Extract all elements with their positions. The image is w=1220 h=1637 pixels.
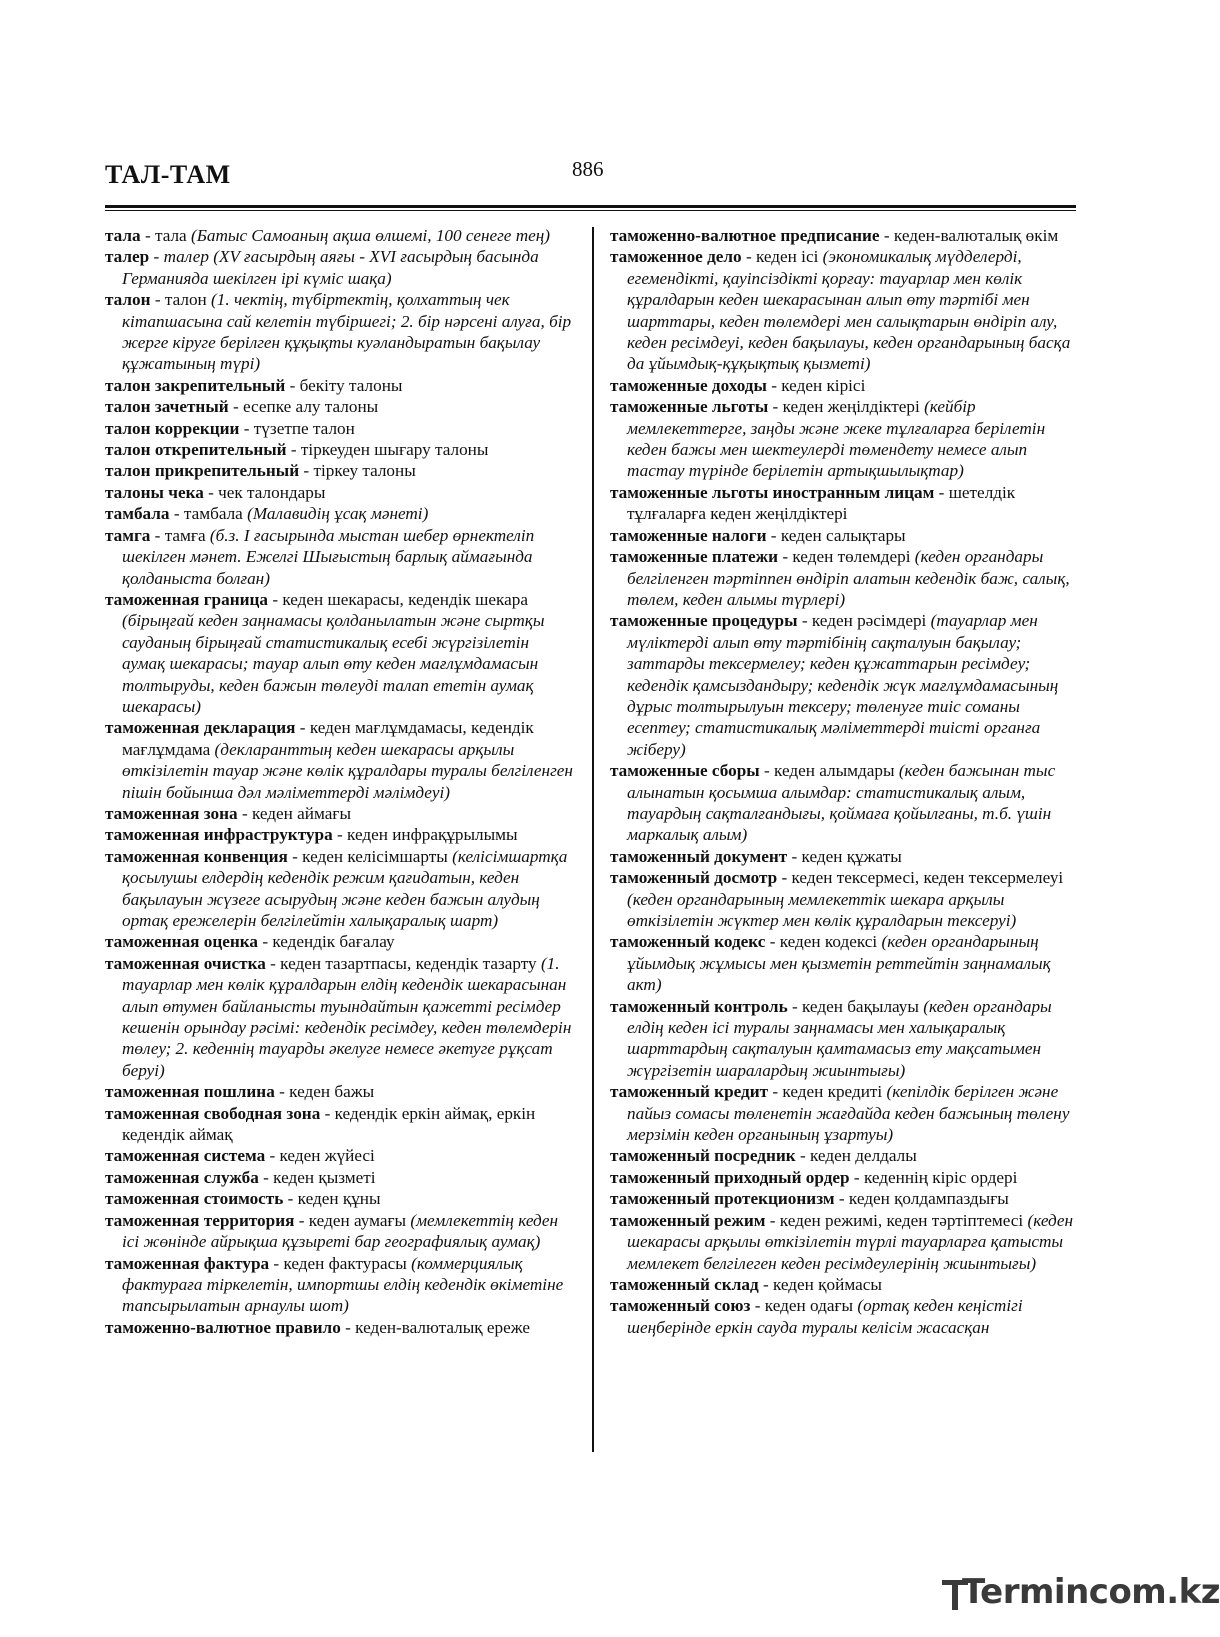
- dictionary-entry: [610, 1274, 1080, 1295]
- entry-definition: (бірыңғай кеден заңнамасы қолданылатын және сыртқы сауданың бірыңғай статистикалық есебі жүргізілетін аумақ шекарасы; тауар алып өту кеден мағлұмдамасын толтыруды, кеден бажын төлеуді талап ететін аумақ шекарасы): [122, 611, 545, 716]
- entry-definition: (1. чектің, түбіртектің, қолхаттың чек кітапшасына сай келетін түбіршегі; 2. бір нәрсені алуға, бір жерге кіруге берілген құқықты куәландыратын бақылау құжатының түрі): [122, 290, 572, 374]
- entry-term: таможенный кодекс: [610, 932, 766, 952]
- entry-term: таможенный режим: [610, 1210, 766, 1230]
- entry-term: таможенный контроль: [610, 996, 788, 1016]
- entry-translation: кеден аумағы: [308, 1210, 411, 1230]
- entry-separator: -: [766, 525, 781, 545]
- entry-separator: -: [778, 547, 793, 567]
- entry-term: талоны чека: [105, 482, 204, 502]
- entry-separator: -: [797, 611, 812, 631]
- entry-separator: -: [787, 996, 802, 1016]
- entry-translation: кеден бажы: [289, 1082, 375, 1102]
- entry-definition: (Батыс Самоаның ақша өлшемі, 100 сенеге тең): [190, 226, 551, 245]
- entry-translation: кеден шекарасы, кедендік шекара: [282, 589, 528, 609]
- dictionary-entry: [610, 867, 1080, 931]
- dictionary-entry: [105, 503, 575, 524]
- entry-definition: (кеден бажынан тыс алынатын қосымша алымдар: статистикалық алым, тауардың сақталғандығы, қоймаға қойылғаны, т.б. үшін маркалық алым): [627, 761, 1056, 845]
- entry-translation: кедендік бағалау: [272, 932, 395, 952]
- entry-separator: -: [768, 1082, 783, 1102]
- entry-term: талон зачетный: [105, 397, 229, 417]
- entry-translation: бекіту талоны: [299, 375, 403, 395]
- entry-separator: -: [765, 1210, 780, 1230]
- entry-term: таможенный союз: [610, 1296, 751, 1316]
- entry-term: таможенный склад: [610, 1274, 759, 1294]
- entry-separator: -: [340, 1317, 356, 1337]
- entry-term: талон: [105, 290, 151, 310]
- dictionary-entry: [105, 1210, 575, 1253]
- entry-separator: -: [934, 482, 949, 502]
- entry-translation: тіркеу талоны: [313, 461, 416, 481]
- entry-translation: кеден рәсімдері: [811, 611, 931, 631]
- entry-term: таможенные платежи: [610, 547, 779, 567]
- entry-definition: (б.з. I ғасырында мыстан шебер өрнектеліп шекілген мәнет. Ежелгі Шығыстың барлық аймағында қолданыста болған): [122, 525, 535, 588]
- entry-translation: кеден аймағы: [251, 803, 351, 823]
- entry-term: таможенный досмотр: [610, 868, 778, 888]
- page-number: 886: [572, 157, 604, 181]
- dictionary-entry: [610, 931, 1080, 995]
- header-rule-thick: [105, 205, 1076, 208]
- entry-term: талер: [105, 247, 150, 267]
- entry-term: таможенный протекционизм: [610, 1189, 835, 1209]
- entry-term: таможенно-валютное правило: [105, 1317, 341, 1337]
- dictionary-entry: [105, 931, 575, 952]
- entry-separator: -: [149, 247, 164, 267]
- entry-term: таможенная очистка: [105, 953, 266, 973]
- entry-translation: талон: [164, 290, 212, 310]
- entry-separator: -: [169, 504, 184, 524]
- dictionary-entry: [105, 1167, 575, 1188]
- dictionary-entry: [105, 1081, 575, 1102]
- entry-term: таможенная стоимость: [105, 1189, 284, 1209]
- column-divider: [592, 227, 594, 1452]
- entry-translation: кеден келісімшарты: [302, 846, 453, 866]
- entry-term: тала: [105, 226, 141, 245]
- dictionary-entry: [105, 439, 575, 460]
- dictionary-entry: [610, 846, 1080, 867]
- entry-definition: (кеден шекарасы арқылы өткізілетін түрлі тауарларға қатысты мемлекет белгілеген кеден ресімдеулерінің жиынтығы): [627, 1210, 1074, 1273]
- left-column: [105, 225, 575, 1338]
- entry-definition: (кеден органдары елдің кеден ісі туралы заңнамасы мен халықаралық шарттардың сақталуын қамтамасыз ету мақсатымен жүргізетін шаралардың жиынтығы): [627, 996, 1052, 1080]
- entry-definition: (ортақ кеден кеңістігі шеңберінде еркін сауда туралы келісім жасасқан: [627, 1296, 1023, 1337]
- entry-definition: (Малавидің ұсақ мәнеті): [247, 504, 429, 524]
- dictionary-entry: [610, 482, 1080, 525]
- entry-term: таможенный посредник: [610, 1146, 796, 1166]
- entry-definition: (кейбір мемлекеттерге, заңды және жеке тұлғаларға берілетін кеден бажы мен шектеулерді төмендету немесе алып тастау түрінде берілетін артықшылықтар): [627, 397, 1046, 481]
- entry-term: тамбала: [105, 504, 170, 524]
- entry-translation: кеден құжаты: [801, 846, 902, 866]
- dictionary-entry: [105, 1188, 575, 1209]
- entry-separator: -: [268, 589, 283, 609]
- entry-term: таможенная фактура: [105, 1253, 270, 1273]
- entry-translation: кеден одағы: [764, 1296, 858, 1316]
- entry-translation: кеден инфрақұрылымы: [347, 825, 518, 845]
- dictionary-entry: [105, 1103, 575, 1146]
- entry-separator: -: [758, 1274, 773, 1294]
- entry-translation: кеден кірісі: [781, 375, 866, 395]
- dictionary-entry: [610, 546, 1080, 610]
- dictionary-entry: [610, 525, 1080, 546]
- entry-separator: -: [750, 1296, 765, 1316]
- entry-translation: кеден фактурасы: [283, 1253, 412, 1273]
- entry-definition: (декларанттың кеден шекарасы арқылы өткізілетін тауар және көлік құралдары туралы белгіленген пішін бойынша дәл мәліметтерді мәлімдеуі): [122, 739, 573, 802]
- dictionary-entry: [610, 760, 1080, 846]
- dictionary-entry: [610, 1167, 1080, 1188]
- dictionary-entry: [610, 996, 1080, 1082]
- entry-translation: кеден мағлұмдамасы, кедендік мағлұмдама: [122, 718, 534, 759]
- entry-term: таможенная зона: [105, 803, 238, 823]
- entry-translation: кеден режимі, кеден тәртіптемесі: [779, 1210, 1028, 1230]
- entry-translation: кеден тазартпасы, кедендік тазарту: [280, 953, 541, 973]
- entry-term: таможенная служба: [105, 1167, 259, 1187]
- entry-separator: -: [239, 418, 254, 438]
- entry-separator: -: [285, 375, 300, 395]
- dictionary-entry: [105, 717, 575, 803]
- page-title: ТАЛ-ТАМ: [105, 160, 231, 189]
- entry-term: тамга: [105, 525, 151, 545]
- entry-translation: кеден-валюталық өкім: [893, 226, 1059, 245]
- entry-term: талон открепительный: [105, 440, 287, 460]
- entry-term: талон закрепительный: [105, 375, 286, 395]
- entry-translation: түзетпе талон: [253, 418, 355, 438]
- entry-term: таможенная свободная зона: [105, 1103, 321, 1123]
- dictionary-entry: [105, 418, 575, 439]
- entry-separator: -: [787, 846, 802, 866]
- entry-separator: -: [150, 290, 165, 310]
- entry-translation: тамға: [164, 525, 210, 545]
- entry-term: таможенная инфраструктура: [105, 825, 333, 845]
- entry-definition: (кепілдік берілген және пайыз сомасы төленетін жағдайда кеден бажының төлену мерзімін кеден органының ұзартуы): [627, 1082, 1070, 1145]
- entry-separator: -: [140, 226, 155, 245]
- entry-translation: кеден қолдампаздығы: [848, 1189, 1009, 1209]
- entry-term: таможенная система: [105, 1146, 266, 1166]
- entry-translation: кеден төлемдері: [792, 547, 915, 567]
- entry-term: таможенно-валютное предписание: [610, 226, 880, 245]
- entry-term: таможенный кредит: [610, 1082, 769, 1102]
- entry-separator: -: [777, 868, 792, 888]
- entry-term: таможенная конвенция: [105, 846, 288, 866]
- entry-separator: -: [265, 953, 281, 973]
- entry-separator: -: [274, 1082, 290, 1102]
- entry-translation: кеден ісі: [755, 247, 823, 267]
- dictionary-entry: [105, 803, 575, 824]
- entry-separator: -: [265, 1146, 280, 1166]
- entry-translation: кеденнің кіріс ордері: [863, 1167, 1018, 1187]
- entry-term: таможенная территория: [105, 1210, 295, 1230]
- entry-term: таможенная граница: [105, 589, 269, 609]
- entry-term: таможенная оценка: [105, 932, 259, 952]
- entry-separator: -: [228, 397, 243, 417]
- entry-definition: (кеден органдары белгіленген тәртіппен өндіріп алатын кедендік баж, салық, төлем, кеден алымы түрлері): [627, 547, 1070, 609]
- page-header: [105, 157, 1075, 210]
- dictionary-entry: [610, 1210, 1080, 1274]
- entry-separator: -: [258, 1167, 274, 1187]
- entry-translation: шетелдік тұлғаларға кеден жеңілдіктері: [627, 482, 1016, 524]
- entry-definition: (келісімшартқа қосылушы елдердің кедендік режим қағидатын, кеден бақылауын жүзеге асырудың және кеден бажын алудың ортақ ережелерін белгілейтін халықаралық шарт): [122, 846, 568, 930]
- dictionary-entry: [105, 225, 575, 246]
- dictionary-entry: [610, 1295, 1080, 1338]
- entry-separator: -: [283, 1189, 298, 1209]
- entry-translation: кеден қызметі: [273, 1167, 376, 1187]
- dictionary-entry: [105, 460, 575, 481]
- entry-separator: -: [287, 846, 303, 866]
- entry-separator: -: [294, 1210, 309, 1230]
- termincom-watermark: [940, 1570, 1220, 1620]
- dictionary-entry: [610, 1081, 1080, 1145]
- entry-separator: -: [879, 226, 894, 245]
- entry-translation: кеден тексермесі, кеден тексермелеуі: [791, 868, 1064, 888]
- entry-term: таможенные процедуры: [610, 611, 798, 631]
- entry-translation: кеден бақылауы: [802, 996, 924, 1016]
- entry-term: талон коррекции: [105, 418, 240, 438]
- entry-translation: кеден кредиті: [782, 1082, 887, 1102]
- entry-term: таможенные льготы: [610, 397, 769, 417]
- watermark-text: Termincom.kz: [962, 1572, 1220, 1612]
- dictionary-entry: [610, 610, 1080, 760]
- entry-separator: -: [286, 440, 301, 460]
- dictionary-entry: [610, 396, 1080, 482]
- entry-term: таможенная пошлина: [105, 1082, 275, 1102]
- dictionary-entry: [105, 953, 575, 1081]
- dictionary-entry: [105, 482, 575, 503]
- entry-separator: -: [258, 932, 273, 952]
- dictionary-entry: [610, 246, 1080, 374]
- entry-separator: -: [237, 803, 252, 823]
- dictionary-entry: [105, 525, 575, 589]
- entry-separator: -: [741, 247, 756, 267]
- entry-definition: (тауарлар мен мүліктерді алып өту тәртібінің сақталуын бақылау; заттарды тексермелеу; кеден құжаттарын ресімдеу; кедендік қамсыздандыру; кедендік жүк мағлұмдамасының дұрыс толтырылуын тексеру; төленуге тиіс соманы есептеу; статистикалық мәліметтерді тиісті органға жіберу): [627, 611, 1059, 759]
- dictionary-entry: [105, 289, 575, 375]
- entry-translation: есепке алу талоны: [242, 397, 379, 417]
- entry-translation: чек талондары: [218, 482, 326, 502]
- entry-translation: кеден жүйесі: [279, 1146, 375, 1166]
- entry-translation: тіркеуден шығару талоны: [300, 440, 489, 460]
- entry-separator: -: [295, 718, 310, 738]
- entry-definition: (коммерциялық фактураға тіркелетін, импортшы елдің кедендік өкіметіне тапсырылатын арнаулы шот): [122, 1253, 564, 1316]
- entry-translation: кедендік еркін аймақ, еркін кедендік аймақ: [122, 1103, 536, 1145]
- entry-term: таможенные налоги: [610, 525, 767, 545]
- entry-translation: кеден құны: [297, 1189, 381, 1209]
- entry-separator: -: [320, 1103, 335, 1123]
- entry-separator: -: [849, 1167, 864, 1187]
- entry-separator: -: [765, 932, 780, 952]
- entry-term: таможенный документ: [610, 846, 788, 866]
- entry-separator: -: [768, 397, 783, 417]
- entry-translation: кеден-валюталық ереже: [355, 1317, 531, 1337]
- dictionary-entry: [610, 1188, 1080, 1209]
- dictionary-entry: [105, 375, 575, 396]
- dictionary-entry: [105, 1145, 575, 1166]
- entry-separator: -: [269, 1253, 284, 1273]
- entry-translation: кеден кодексі: [779, 932, 882, 952]
- entry-translation: кеден алымдары: [774, 761, 899, 781]
- entry-definition: (экономикалық мүдделерді, егемендікті, қауіпсіздікті қорғау: тауарлар мен көлік құралдарын кеден шекарасынан алып өту тәртібі мен шарттары, кеден төлемдері мен салықтарын өндіріп алу, кеден ресімдеуі, кеден бақылауы, кеден органдарының басқа да ұйымдық-құқықтық қызметі): [627, 247, 1071, 374]
- entry-translation: тала: [154, 226, 191, 245]
- entry-separator: -: [299, 461, 314, 481]
- dictionary-entry: [105, 846, 575, 932]
- entry-translation: кеден қоймасы: [772, 1274, 882, 1294]
- entry-separator: -: [795, 1146, 810, 1166]
- entry-definition: (мемлекеттің кеден ісі жөнінде айрықша құзыреті бар географиялық аумақ): [122, 1210, 559, 1252]
- dictionary-entry: [610, 225, 1080, 246]
- dictionary-entry: [105, 589, 575, 717]
- entry-translation: кеден жеңілдіктері: [782, 397, 925, 417]
- entry-term: таможенные доходы: [610, 375, 767, 395]
- entry-separator: -: [332, 825, 348, 845]
- entry-term: таможенный приходный ордер: [610, 1167, 850, 1187]
- header-rule-thin: [105, 210, 1076, 211]
- entry-term: таможенная декларация: [105, 718, 296, 738]
- dictionary-entry: [105, 1317, 575, 1338]
- entry-separator: -: [203, 482, 219, 502]
- entry-separator: -: [834, 1189, 849, 1209]
- entry-translation: кеден салықтары: [780, 525, 906, 545]
- entry-definition: (кеден органдарының ұйымдық жұмысы мен қызметін реттейтін заңнамалық акт): [627, 932, 1051, 995]
- entry-term: таможенные льготы иностранным лицам: [610, 482, 935, 502]
- dictionary-entry: [105, 824, 575, 845]
- dictionary-entry: [105, 396, 575, 417]
- entry-separator: -: [759, 761, 775, 781]
- entry-definition: (1. тауарлар мен көлік құралдарын елдің кедендік шекарасынан алып өтумен байланысты туындайтын қажетті ресімдер кешенін орындау рәсімі: кедендік ресімдеу, кеден төлемдерін төлеу; 2. кеденнің тауарды әкелуге немесе әкетуге рұқсат беруі): [122, 953, 572, 1080]
- entry-definition: талер (XV ғасырдың аяғы - XVI ғасырдың басында Германияда шекілген ірі күміс шақа): [122, 247, 539, 288]
- entry-term: талон прикрепительный: [105, 461, 300, 481]
- right-column: [610, 225, 1080, 1338]
- dictionary-entry: [610, 375, 1080, 396]
- dictionary-entry: [610, 1145, 1080, 1166]
- entry-separator: -: [150, 525, 165, 545]
- dictionary-entry: [105, 246, 575, 289]
- dictionary-entry: [105, 1253, 575, 1317]
- entry-separator: -: [766, 375, 782, 395]
- entry-definition: (кеден органдарының мемлекеттік шекара арқылы өткізілетін жүктер мен көлік құралдарын тексеруі): [627, 889, 1017, 930]
- entry-translation: тамбала: [183, 504, 248, 524]
- entry-term: таможенные сборы: [610, 761, 760, 781]
- entry-translation: кеден делдалы: [810, 1146, 917, 1166]
- entry-term: таможенное дело: [610, 247, 742, 267]
